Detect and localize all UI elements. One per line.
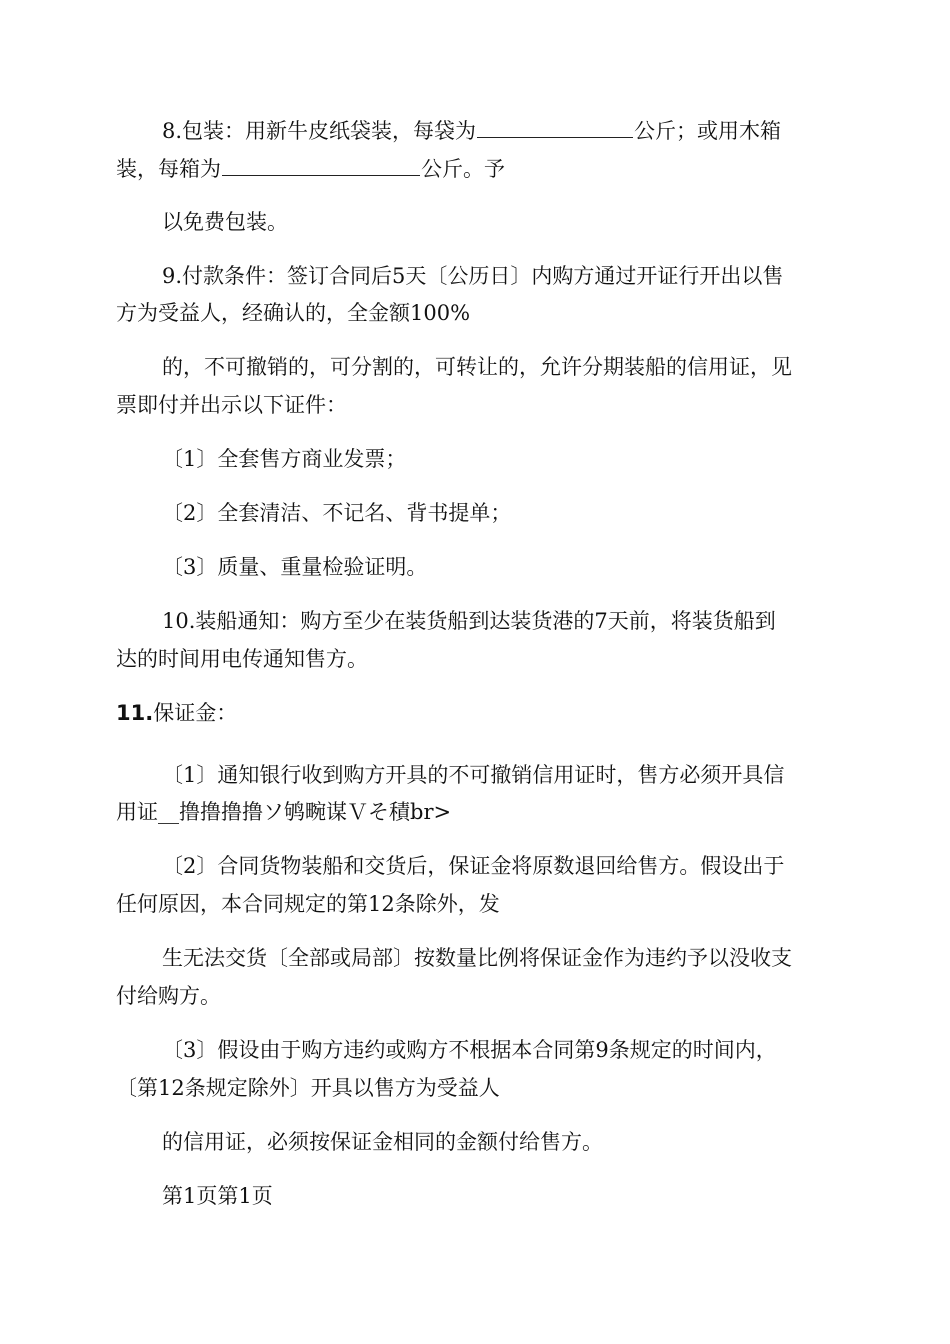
- clause-8-line-1: [162, 116, 781, 146]
- clause-9-line-2: 方为受益人，经确认的，全金额100%: [116, 301, 471, 325]
- blank-per-box: [222, 174, 420, 176]
- clause-9-item-1: 〔1〕全套售方商业发票；: [162, 447, 407, 471]
- clause-8-line-2: [116, 154, 505, 184]
- clause-11-2-line-2: 任何原因，本合同规定的第12条除外，发: [116, 892, 500, 916]
- blank-per-bag: [477, 136, 633, 138]
- clause-9-item-2: 〔2〕全套清洁、不记名、背书提单；: [162, 501, 512, 525]
- clause-11-2-line-4: 付给购方。: [116, 984, 221, 1008]
- clause-8-text: 公斤。予: [421, 157, 505, 181]
- clause-8-text: 公斤；或用木箱: [634, 119, 782, 143]
- clause-10-line-1: 10.装船通知：购方至少在装货船到达装货港的7天前，将装货船到: [162, 609, 776, 633]
- clause-8-line-3: 以免费包装。: [162, 210, 288, 234]
- clause-9-line-3: 的，不可撤销的，可分割的，可转让的，允许分期装船的信用证，见: [162, 355, 792, 379]
- clause-11-3-line-3: 的信用证，必须按保证金相同的金额付给售方。: [162, 1130, 603, 1154]
- page-number-footer: 第1页第1页: [162, 1184, 273, 1208]
- clause-11-1-line-2: 用证__撸撸撸撸ソ鸲畹谋Ｖそ積br>: [116, 800, 452, 824]
- clause-11-3-line-1: 〔3〕假设由于购方违约或购方不根据本合同第9条规定的时间内，: [162, 1038, 777, 1062]
- clause-10-line-2: 达的时间用电传通知售方。: [116, 647, 368, 671]
- clause-11-1-line-1: 〔1〕通知银行收到购方开具的不可撤销信用证时，售方必须开具信: [162, 763, 785, 787]
- clause-9-line-4: 票即付并出示以下证件：: [116, 393, 347, 417]
- clause-11-3-line-2: 〔第12条规定除外〕开具以售方为受益人: [116, 1076, 500, 1100]
- clause-11-heading: [116, 698, 237, 728]
- clause-9-line-1: 9.付款条件：签订合同后5天〔公历日〕内购方通过开证行开出以售: [162, 264, 784, 288]
- clause-11-number: 11.: [116, 701, 154, 725]
- clause-8-text: 8.包装：用新牛皮纸袋装，每袋为: [162, 119, 477, 143]
- clause-11-2-line-1: 〔2〕合同货物装船和交货后，保证金将原数退回给售方。假设出于: [162, 854, 785, 878]
- clause-11-2-line-3: 生无法交货〔全部或局部〕按数量比例将保证金作为违约予以没收支: [162, 946, 792, 970]
- clause-9-item-3: 〔3〕质量、重量检验证明。: [162, 555, 428, 579]
- clause-11-title: 保证金：: [153, 701, 238, 725]
- clause-8-text: 装，每箱为: [116, 157, 221, 181]
